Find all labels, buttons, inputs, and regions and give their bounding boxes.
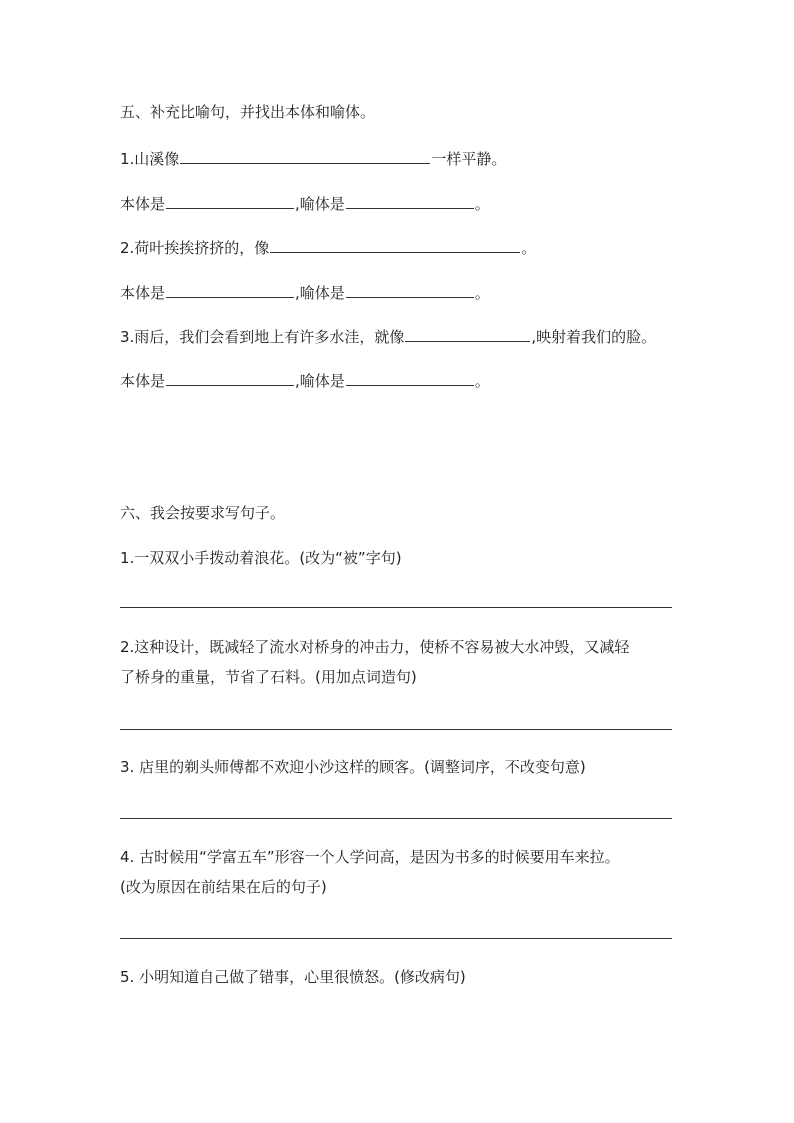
vehicle-label: ,喻体是 [295, 372, 345, 390]
ontology-label: 本体是 [120, 372, 166, 390]
q1-blank[interactable] [180, 147, 430, 164]
ontology-blank-1[interactable] [166, 192, 294, 209]
answer-line-3[interactable] [120, 818, 672, 819]
s5-question-1 [120, 147, 506, 169]
vehicle-label: ,喻体是 [295, 284, 345, 302]
end-mark: 。 [474, 372, 490, 390]
q1-prefix: 1.山溪像 [120, 150, 180, 168]
s5-answer-row-2 [120, 281, 490, 303]
end-mark: 。 [474, 284, 490, 302]
answer-line-2[interactable] [120, 729, 672, 730]
s6-question-3: 3. 店里的剃头师傅都不欢迎小沙这样的顾客。(调整词序，不改变句意) [120, 758, 586, 776]
s6-question-2-line2: 了桥身的重量，节省了石料。(用加点词造句) [120, 668, 417, 686]
vehicle-blank-3[interactable] [346, 369, 474, 386]
end-mark: 。 [474, 195, 490, 213]
section6-title: 六、我会按要求写句子。 [120, 504, 286, 522]
ontology-blank-3[interactable] [166, 369, 294, 386]
vehicle-blank-2[interactable] [346, 281, 474, 298]
vehicle-blank-1[interactable] [346, 192, 474, 209]
s5-answer-row-3 [120, 369, 490, 391]
s6-question-5: 5. 小明知道自己做了错事，心里很愤怒。(修改病句) [120, 968, 466, 986]
answer-line-4[interactable] [120, 938, 672, 939]
ontology-blank-2[interactable] [166, 281, 294, 298]
s5-answer-row-1 [120, 192, 490, 214]
s6-question-1: 1.一双双小手拨动着浪花。(改为“被”字句) [120, 549, 402, 567]
ontology-label: 本体是 [120, 284, 166, 302]
s6-question-4-line1: 4. 古时候用“学富五车”形容一个人学问高，是因为书多的时候要用车来拉。 [120, 848, 620, 866]
q2-suffix: 。 [521, 239, 537, 257]
s6-question-2-line1: 2.这种设计，既减轻了流水对桥身的冲击力，使桥不容易被大水冲毁，又减轻 [120, 638, 630, 656]
answer-line-1[interactable] [120, 607, 672, 608]
vehicle-label: ,喻体是 [295, 195, 345, 213]
q3-prefix: 3.雨后，我们会看到地上有许多水洼，就像 [120, 328, 405, 346]
ontology-label: 本体是 [120, 195, 166, 213]
s5-question-2 [120, 236, 536, 258]
section5-title: 五、补充比喻句，并找出本体和喻体。 [120, 103, 376, 121]
q2-prefix: 2.荷叶挨挨挤挤的，像 [120, 239, 270, 257]
q3-suffix: ,映射着我们的脸。 [531, 328, 657, 346]
q1-suffix: 一样平静。 [431, 150, 507, 168]
s5-question-3 [120, 325, 656, 347]
s6-question-4-line2: (改为原因在前结果在后的句子) [120, 878, 327, 896]
q2-blank[interactable] [270, 236, 520, 253]
q3-blank[interactable] [405, 325, 530, 342]
